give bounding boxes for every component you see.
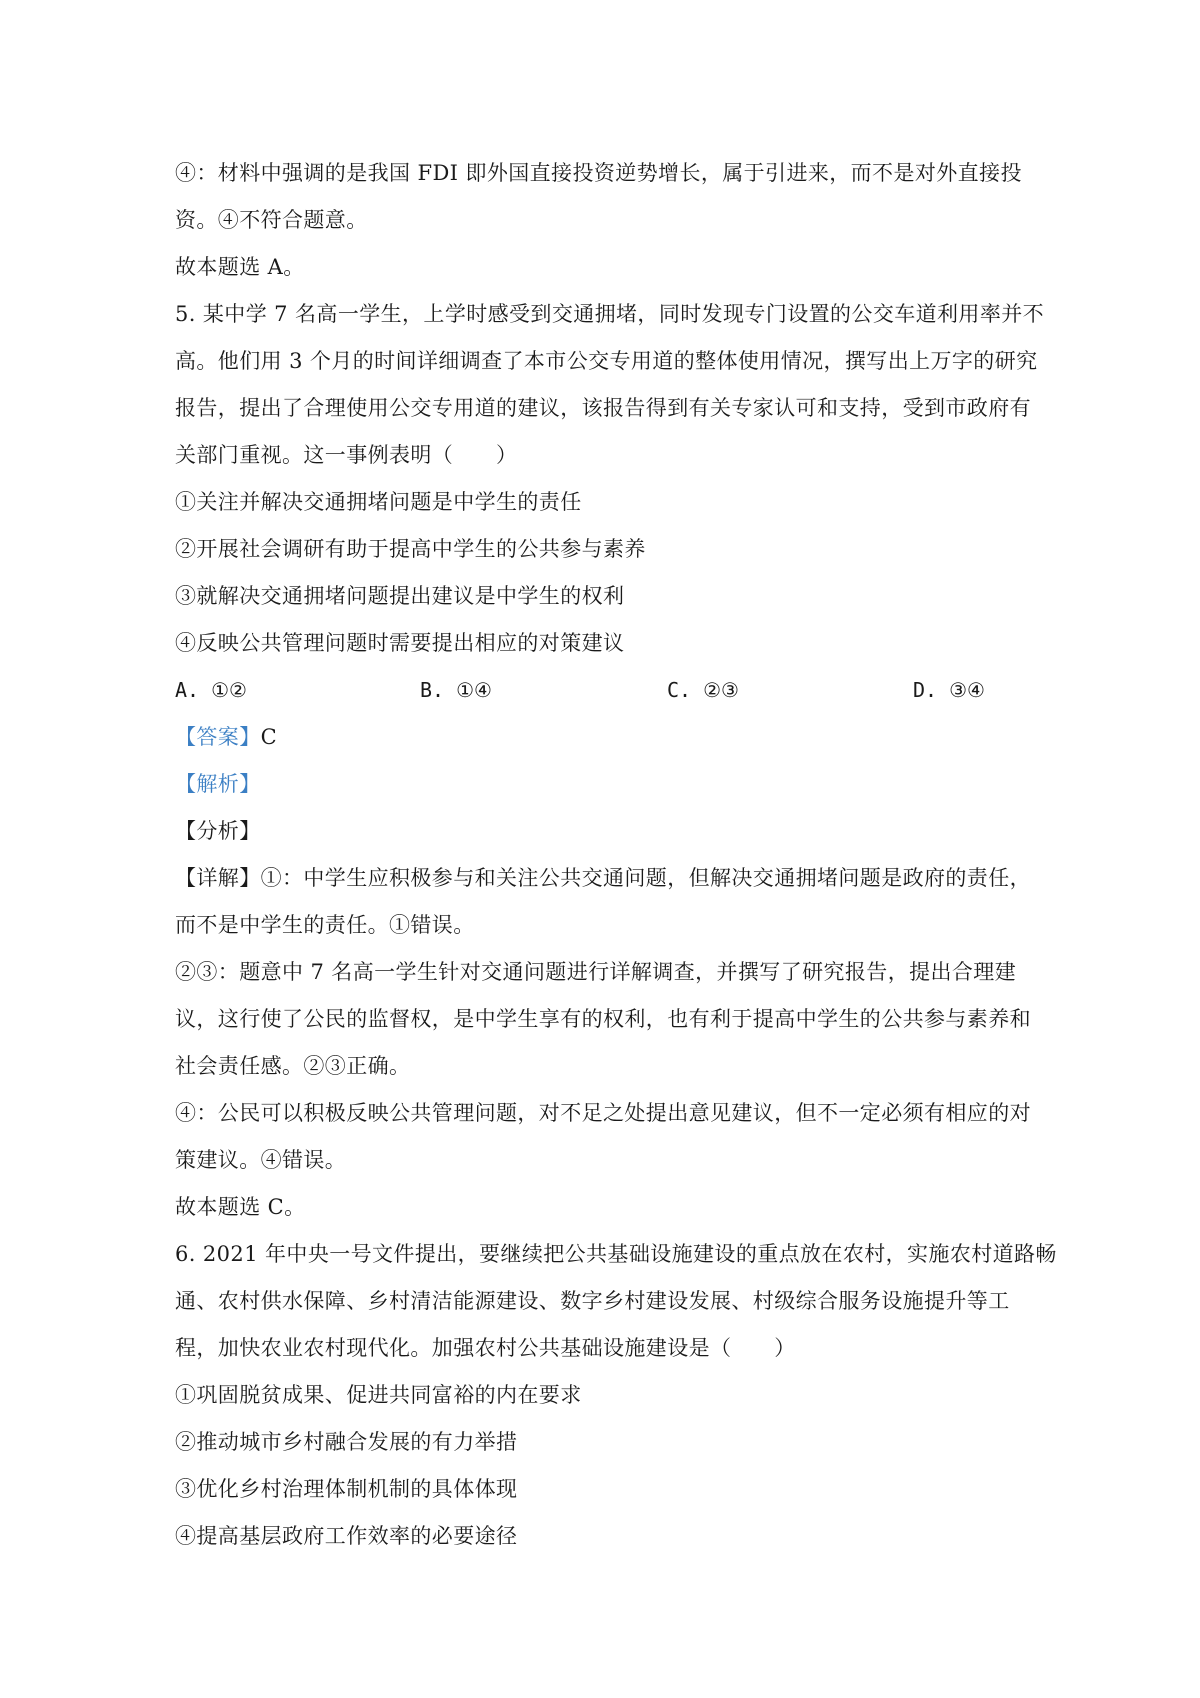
text-line: 故本题选 C。 — [175, 1195, 306, 1219]
question-5-stem: 5. 某中学 7 名高一学生，上学时感受到交通拥堵，同时发现专门设置的公交车道利用率并不 — [175, 302, 1045, 326]
question-6-statement: ④提高基层政府工作效率的必要途径 — [175, 1524, 518, 1548]
question-6-statement: ①巩固脱贫成果、促进共同富裕的内在要求 — [175, 1383, 582, 1407]
question-5-statement: ①关注并解决交通拥堵问题是中学生的责任 — [175, 490, 582, 514]
fenxi-label: 【分析】 — [175, 819, 261, 843]
text-line: 社会责任感。②③正确。 — [175, 1054, 411, 1078]
analysis-line — [175, 761, 1035, 808]
option-d: D. ③④ — [913, 678, 985, 702]
text-line: ④：材料中强调的是我国 FDI 即外国直接投资逆势增长，属于引进来，而不是对外直接投 — [175, 161, 1022, 185]
document-page — [175, 150, 1057, 1560]
question-5-statement: ④反映公共管理问题时需要提出相应的对策建议 — [175, 631, 625, 655]
text-line: ②③：题意中 7 名高一学生针对交通问题进行详解调查，并撰写了研究报告，提出合理建 — [175, 960, 1017, 984]
question-6-stem: 程，加快农业农村现代化。加强农村公共基础设施建设是（ ） — [175, 1336, 796, 1360]
text-line: 故本题选 A。 — [175, 255, 305, 279]
question-6-statement: ②推动城市乡村融合发展的有力举措 — [175, 1430, 518, 1454]
text-line: 议，这行使了公民的监督权，是中学生享有的权利，也有利于提高中学生的公共参与素养和 — [175, 1007, 1031, 1031]
fenxi-line — [175, 808, 1035, 855]
detail-label: 【详解】 — [175, 866, 261, 890]
question-5-statement: ②开展社会调研有助于提高中学生的公共参与素养 — [175, 537, 646, 561]
text-line: ④：公民可以积极反映公共管理问题，对不足之处提出意见建议，但不一定必须有相应的对 — [175, 1101, 1031, 1125]
detail-text: ①：中学生应积极参与和关注公共交通问题，但解决交通拥堵问题是政府的责任， — [260, 866, 1032, 890]
question-6-statement: ③优化乡村治理体制机制的具体体现 — [175, 1477, 518, 1501]
option-b: B. ①④ — [420, 678, 492, 702]
option-c: C. ②③ — [667, 678, 739, 702]
answer-line — [175, 714, 1035, 761]
question-5-stem: 高。他们用 3 个月的时间详细调查了本市公交专用道的整体使用情况，撰写出上万字的研究 — [175, 349, 1038, 373]
answer-label: 【答案】 — [175, 725, 261, 749]
question-5-stem: 关部门重视。这一事例表明（ ） — [175, 443, 518, 467]
text-line: 资。④不符合题意。 — [175, 208, 368, 232]
question-5-options — [175, 667, 1035, 714]
text-line: 而不是中学生的责任。①错误。 — [175, 913, 475, 937]
detail-line — [175, 855, 1035, 902]
analysis-label: 【解析】 — [175, 772, 261, 796]
question-5-statement: ③就解决交通拥堵问题提出建议是中学生的权利 — [175, 584, 625, 608]
question-5-stem: 报告，提出了合理使用公交专用道的建议，该报告得到有关专家认可和支持，受到市政府有 — [175, 396, 1031, 420]
text-line: 策建议。④错误。 — [175, 1148, 347, 1172]
question-6-stem: 通、农村供水保障、乡村清洁能源建设、数字乡村建设发展、村级综合服务设施提升等工 — [175, 1289, 1010, 1313]
answer-value: C — [260, 725, 278, 749]
question-6-stem: 6. 2021 年中央一号文件提出，要继续把公共基础设施建设的重点放在农村，实施农村道路畅 — [175, 1242, 1057, 1266]
option-a: A. ①② — [175, 678, 247, 702]
